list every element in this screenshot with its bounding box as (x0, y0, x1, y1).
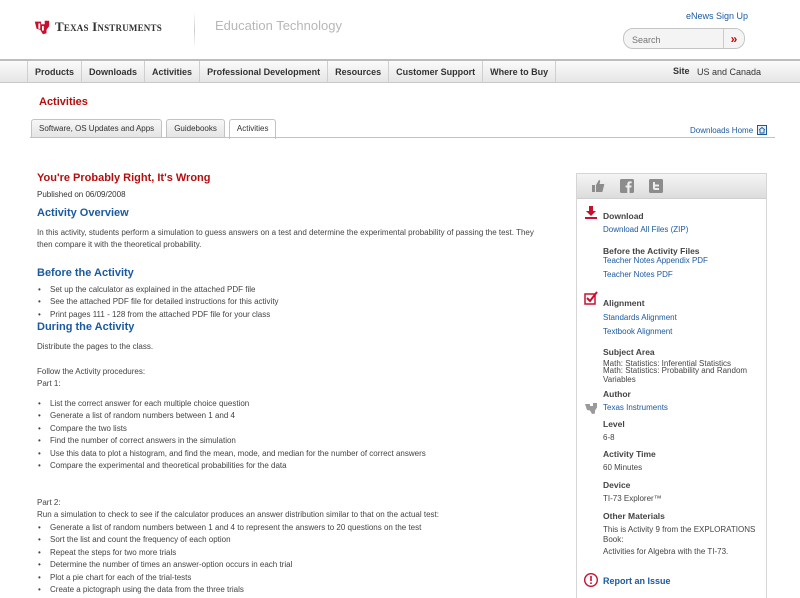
home-icon (757, 125, 767, 135)
download-icon (584, 206, 598, 220)
author-link[interactable]: Texas Instruments (603, 403, 668, 412)
tab-bar (31, 119, 276, 139)
part1-label: Part 1: (37, 379, 61, 388)
device-title: Device (603, 480, 631, 490)
like-icon[interactable] (591, 179, 605, 193)
standards-alignment-link[interactable]: Standards Alignment (603, 313, 677, 322)
follow-text: Follow the Activity procedures: (37, 367, 146, 376)
part2-label: Part 2: (37, 498, 61, 507)
facebook-icon[interactable] (620, 179, 634, 193)
before-list (37, 284, 537, 321)
search-input[interactable] (632, 33, 722, 46)
during-intro: Distribute the pages to the class. (37, 342, 154, 351)
ti-author-icon (584, 401, 598, 415)
before-heading: Before the Activity (37, 267, 134, 279)
list-item: • Compare the experimental and theoretical probabilities for the data (37, 460, 537, 472)
published-date: Published on 06/09/2008 (37, 190, 126, 199)
list-item: • Set up the calculator as explained in the attached PDF file (37, 284, 537, 296)
list-item: • Find the number of correct answers in the simulation (37, 435, 537, 447)
share-bar (577, 174, 766, 199)
subject-line: Math: Statistics: Probability and Random Variables (603, 366, 748, 384)
downloads-home-label: Downloads Home (690, 125, 754, 135)
subject-title: Subject Area (603, 347, 655, 357)
nav-item-where-to-buy[interactable]: Where to Buy (483, 61, 556, 83)
part1-list (37, 398, 537, 472)
nav-item-activities[interactable]: Activities (145, 61, 200, 83)
during-heading: During the Activity (37, 321, 135, 333)
list-item: • Generate a list of random numbers between 1 and 4 (37, 410, 537, 422)
list-item: • Create a pictograph using the data from the three trials (37, 584, 537, 596)
teacher-notes-pdf-link[interactable]: Teacher Notes PDF (603, 270, 673, 279)
nav-item-products[interactable]: Products (27, 61, 82, 83)
part2-list (37, 522, 537, 596)
report-issue-icon (584, 573, 598, 587)
activity-sidebar (576, 173, 767, 598)
time-title: Activity Time (603, 449, 656, 459)
author-title: Author (603, 389, 631, 399)
list-item: • Plot a pie chart for each of the trial-tests (37, 572, 537, 584)
time-value: 60 Minutes (603, 463, 643, 472)
list-item: • Generate a list of random numbers between 1 and 4 to represent the answers to 20 questions on the test (37, 522, 537, 534)
header-divider (194, 12, 195, 48)
twitter-icon[interactable] (649, 179, 663, 193)
list-item: • Determine the number of times an answer-option occurs in each trial (37, 559, 537, 571)
tab-software-updates[interactable]: Software, OS Updates and Apps (31, 119, 162, 138)
checkbox-icon (584, 291, 598, 305)
nav-item-resources[interactable]: Resources (328, 61, 389, 83)
brand-name: Texas Instruments (55, 19, 162, 34)
tab-activities[interactable]: Activities (229, 119, 277, 139)
search-button[interactable]: » (723, 29, 744, 48)
nav-item-customer-support[interactable]: Customer Support (389, 61, 483, 83)
report-issue-link[interactable]: Report an Issue (603, 576, 671, 586)
downloads-home-link[interactable] (690, 125, 767, 135)
section-title: Activities (39, 96, 88, 108)
tab-guidebooks[interactable]: Guidebooks (166, 119, 225, 138)
download-all-zip-link[interactable]: Download All Files (ZIP) (603, 225, 689, 234)
overview-heading: Activity Overview (37, 207, 129, 219)
ti-logo-icon (33, 18, 51, 36)
site-selector[interactable]: US and Canada (697, 67, 762, 77)
alignment-title: Alignment (603, 298, 645, 308)
ti-logo[interactable] (33, 18, 162, 36)
activity-title: You're Probably Right, It's Wrong (37, 172, 211, 184)
enews-signup-link[interactable]: eNews Sign Up (686, 11, 749, 21)
other-materials-text-2: Activities for Algebra with the TI-73. (603, 547, 729, 556)
list-item: • Print pages 111 - 128 from the attached PDF file for your class (37, 309, 537, 321)
subject-line: Math: Statistics: Inferential Statistics (603, 359, 732, 368)
device-value: TI-73 Explorer™ (603, 494, 662, 503)
before-files-title: Before the Activity Files (603, 246, 700, 256)
list-item: • List the correct answer for each multiple choice question (37, 398, 537, 410)
level-value: 6-8 (603, 433, 615, 442)
list-item: • Sort the list and count the frequency of each option (37, 534, 537, 546)
nav-item-professional-development[interactable]: Professional Development (200, 61, 328, 83)
part2-intro: Run a simulation to check to see if the calculator produces an answer distribution similar to that on the actual test: (37, 510, 439, 519)
teacher-notes-appendix-link[interactable]: Teacher Notes Appendix PDF (603, 256, 708, 265)
level-title: Level (603, 419, 625, 429)
other-materials-title: Other Materials (603, 511, 665, 521)
list-item: • See the attached PDF file for detailed instructions for this activity (37, 296, 537, 308)
list-item: • Repeat the steps for two more trials (37, 547, 537, 559)
main-nav (0, 59, 800, 83)
site-header (0, 0, 800, 56)
nav-item-downloads[interactable]: Downloads (82, 61, 145, 83)
list-item: • Compare the two lists (37, 423, 537, 435)
textbook-alignment-link[interactable]: Textbook Alignment (603, 327, 673, 336)
tab-divider (30, 137, 775, 138)
search-box (623, 28, 745, 49)
overview-text: In this activity, students perform a simulation to guess answers on a test and determine the experimental probability of passing the test. They then compare it with the theoretical probability. (37, 228, 534, 249)
sub-brand: Education Technology (215, 18, 342, 33)
other-materials-text: This is Activity 9 from the EXPLORATIONS Book: (603, 525, 756, 544)
download-title: Download (603, 211, 644, 221)
site-label: Site (673, 66, 690, 76)
list-item: • Use this data to plot a histogram, and find the mean, mode, and median for the number of correct answers (37, 448, 537, 460)
